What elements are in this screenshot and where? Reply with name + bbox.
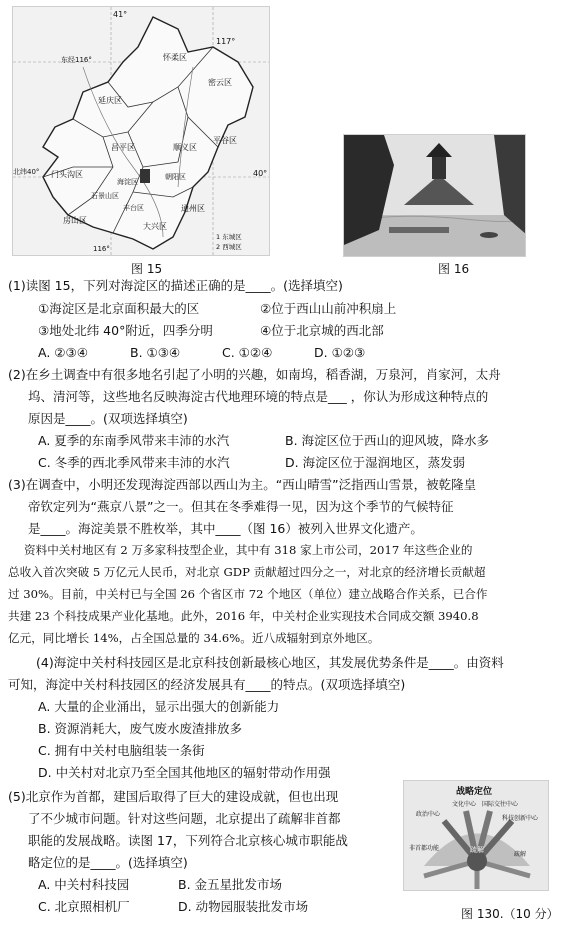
material-line-5: 亿元，同比增长 14%，占全国总量的 34.6%。近八成辐射到京外地区。 — [8, 631, 380, 645]
q3-line-3: 是____。海淀美景不胜枚举，其中____（图 16）被列入世界文化遗产。 — [28, 521, 423, 536]
q3-line-2: 帝钦定列为“燕京八景”之一。但其在冬季难得一见，因为这个季节的气候特征 — [28, 499, 454, 514]
q1-choice-b[interactable]: B. ①③④ — [130, 345, 181, 360]
material-line-2: 总收入首次突破 5 万亿元人民币，对北京 GDP 贡献超过四分之一，对北京的经济增长贡献超 — [8, 565, 486, 579]
q1-statement-4: ④位于北京城的西北部 — [260, 323, 384, 338]
q3-line-1: (3)在调查中，小明还发现海淀西部以西山为主。“西山晴雪”泛指西山雪景，被乾隆皇 — [8, 477, 477, 492]
q2-choice-d[interactable]: D. 海淀区位于湿润地区，蒸发弱 — [285, 455, 466, 470]
q2-options-row1 — [38, 430, 565, 451]
q1-choices — [38, 342, 565, 363]
map-legend-2: 2 西城区 — [216, 243, 242, 251]
district-chaoyang: 朝阳区 — [165, 173, 186, 181]
q1-choice-c[interactable]: C. ①②④ — [222, 345, 273, 360]
fig17-title: 战略定位 — [456, 787, 493, 797]
q5-line-4: 略定位的是____。(选择填空) — [28, 855, 188, 870]
district-tongzhou: 通州区 — [181, 204, 205, 213]
map-label-lon-bottom: 116° — [93, 245, 110, 253]
district-pinggu: 平谷区 — [213, 136, 237, 145]
q4-line-2: 可知，海淀中关村科技园区的经济发展具有____的特点。(双项选择填空) — [8, 677, 406, 692]
district-yanqing: 延庆区 — [98, 96, 122, 105]
q2-line-2: 坞、清河等，这些地名反映海淀古代地理环境的特点是___ ，你认为形成这种特点的 — [28, 389, 489, 404]
district-miyun: 密云区 — [208, 78, 232, 87]
district-daxing: 大兴区 — [143, 222, 167, 231]
district-haidian: 海淀区 — [117, 178, 138, 186]
q1-options-row1 — [38, 298, 565, 319]
q5-choice-c[interactable]: C. 北京照相机厂 — [38, 899, 130, 914]
material-line-1: 资料中关村地区有 2 万多家科技型企业，其中有 318 家上市公司，2017 年这些企业的 — [24, 543, 473, 557]
q1-statement-2: ②位于西山山前冲积扇上 — [260, 301, 397, 316]
q5-line-1: (5)北京作为首都，建国后取得了巨大的建设成就，但也出现 — [8, 789, 339, 804]
q1-statement-1: ①海淀区是北京面积最大的区 — [38, 301, 200, 316]
q1-choice-a[interactable]: A. ②③④ — [38, 345, 88, 360]
q4-choice-d[interactable]: D. 中关村对北京乃至全国其他地区的辐射带动作用强 — [38, 765, 331, 780]
map-label-lat-40: 北纬40° — [13, 168, 40, 176]
fig17-label-shujie-2: 疏解 — [514, 851, 527, 858]
fig17-label-tech: 科技创新中心 — [502, 815, 539, 822]
map-label-lon-116: 东经116° — [61, 56, 92, 64]
q2-line-3: 原因是____。(双项选择填空) — [28, 411, 188, 426]
q2-choice-a[interactable]: A. 夏季的东南季风带来丰沛的水汽 — [38, 433, 230, 448]
q4-line-1: (4)海淀中关村科技园区是北京科技创新最核心地区，其发展优势条件是____。由资料 — [36, 655, 504, 670]
q2-line-1: (2)在乡土调查中有很多地名引起了小明的兴趣，如南坞，稻香湖，万泉河，肖家河，太舟 — [8, 367, 501, 382]
q1-stem: (1)读图 15，下列对海淀区的描述正确的是____。(选择填空) — [8, 278, 343, 293]
district-shijingshan: 石景山区 — [91, 192, 119, 200]
figure-16-caption: 图 16 — [438, 262, 470, 276]
map-label-lon-right: 117° — [216, 37, 236, 46]
q5-choice-d[interactable]: D. 动物园服装批发市场 — [178, 899, 309, 914]
material-line-4: 共建 23 个科技成果产业化基地。此外，2016 年，中关村企业实现技术合同成交额 3940.8 — [8, 609, 479, 623]
q1-statement-3: ③地处北纬 40°附近，四季分明 — [38, 323, 213, 338]
q2-choice-c[interactable]: C. 冬季的西北季风带来丰沛的水汽 — [38, 455, 230, 470]
q5-options-row1 — [38, 874, 282, 895]
figure-15-caption: 图 15 — [131, 262, 163, 276]
summer-palace-photo — [344, 135, 526, 257]
district-huairou: 怀柔区 — [163, 53, 187, 62]
fig17-label-shujie: 疏解 — [470, 846, 484, 854]
q4-choice-b[interactable]: B. 资源消耗大，废气废水废渣排放多 — [38, 721, 243, 736]
fig17-label-political: 政治中心 — [416, 811, 441, 818]
q1-choice-d[interactable]: D. ①②③ — [314, 345, 366, 360]
district-shunyi: 顺义区 — [173, 143, 197, 152]
map-label-lat-top: 41° — [113, 10, 128, 19]
figure-16-photo — [343, 134, 526, 257]
district-mentougou: 门头沟区 — [51, 170, 83, 179]
fig17-label-intl: 国际交往中心 — [482, 801, 519, 808]
district-fengtai: 丰台区 — [123, 204, 144, 212]
q5-options-row2 — [38, 896, 308, 917]
strategy-diagram-graphic — [404, 781, 549, 891]
footer-caption: 图 130.（10 分） — [461, 907, 559, 921]
figure-17-diagram — [403, 780, 549, 891]
figure-15-map — [12, 6, 270, 256]
q2-choice-b[interactable]: B. 海淀区位于西山的迎风坡，降水多 — [285, 433, 490, 448]
q5-line-2: 了不少城市问题。针对这些问题，北京提出了疏解非首都 — [28, 811, 341, 826]
q4-choice-a[interactable]: A. 大量的企业涌出，显示出强大的创新能力 — [38, 699, 280, 714]
fig17-label-culture: 文化中心 — [452, 801, 477, 808]
fig17-label-non-capital: 非首都功能 — [409, 845, 440, 852]
q4-choice-c[interactable]: C. 拥有中关村电脑组装一条街 — [38, 743, 205, 758]
q5-choice-b[interactable]: B. 金五星批发市场 — [178, 877, 283, 892]
district-fangshan: 房山区 — [63, 216, 87, 225]
map-label-lat-right: 40° — [253, 169, 268, 178]
map-legend-1: 1 东城区 — [216, 233, 242, 241]
q2-options-row2 — [38, 452, 565, 473]
q1-options-row2 — [38, 320, 565, 341]
q5-choice-a[interactable]: A. 中关村科技园 — [38, 877, 130, 892]
material-line-3: 过 30%。目前，中关村已与全国 26 个省区市 72 个地区（单位）建立战略合作关系，已合作 — [8, 587, 488, 601]
district-changping: 昌平区 — [111, 143, 135, 152]
q5-line-3: 职能的发展战略。读图 17，下列符合北京核心城市职能战 — [28, 833, 348, 848]
